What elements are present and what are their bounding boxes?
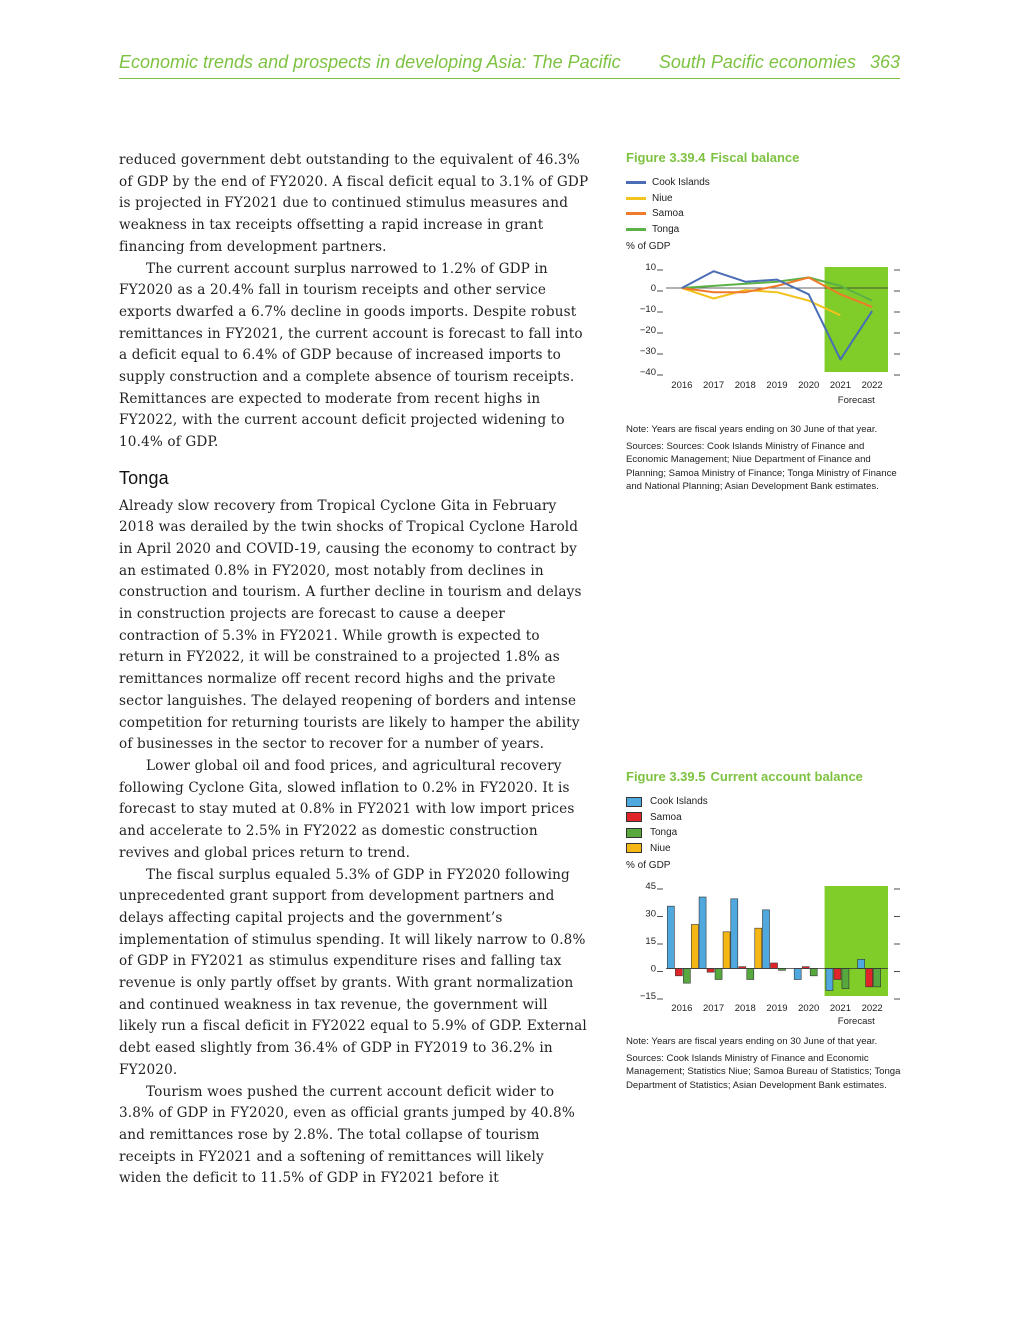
legend-label: Tonga xyxy=(652,223,680,235)
y-tick-label: −30 xyxy=(639,346,656,357)
y-tick-label: 30 xyxy=(645,908,656,920)
bar-niue xyxy=(723,932,730,969)
page-number: 363 xyxy=(869,52,900,72)
bar-samoa xyxy=(707,969,714,973)
legend-label: Niue xyxy=(652,192,673,204)
legend-label: Samoa xyxy=(650,811,682,823)
bar-cook-islands xyxy=(667,906,674,968)
legend-item xyxy=(626,175,901,191)
bar-tonga xyxy=(810,969,817,976)
chart-legend xyxy=(626,794,901,856)
figure-number: Figure 3.39.4 xyxy=(626,150,706,165)
legend-label: Niue xyxy=(650,842,671,854)
y-tick-label: −15 xyxy=(639,991,656,1002)
x-tick-label: 2018 xyxy=(734,1003,756,1014)
paragraph: Lower global oil and food prices, and agricultural recovery following Cyclone Gita, slowed inflation to 0.2% in FY2020. It is forecast to stay muted at 0.8% in FY2021 with low import prices and accelerate to 2.5% in FY2022 as domestic construction revives and global prices return to trend. xyxy=(119,757,575,861)
x-tick-label: 2020 xyxy=(798,380,820,391)
x-tick-label: 2018 xyxy=(734,380,756,391)
bar-samoa xyxy=(866,969,873,987)
current-account-chart xyxy=(626,871,901,1026)
paragraph: The current account surplus narrowed to 1.2% of GDP in FY2020 as a 20.4% fall in tourism receipts and other service exports dwarfed a 6.7% decline in goods imports. Despite robust remittances in FY2021, the current account is forecast to fall into a deficit equal to 6.4% of GDP because of increased imports to supply construction and a complete absence of tourism receipts. Remittances are expected to moderate from recent highs in FY2022, with the current account deficit projected widening to 10.4% of GDP. xyxy=(119,260,583,451)
header-section-title: South Pacific economies xyxy=(658,52,856,72)
x-tick-label: 2019 xyxy=(766,380,788,391)
figure-caption: Current account balance xyxy=(710,769,863,784)
y-tick-label: −40 xyxy=(639,367,656,378)
bar-samoa xyxy=(675,969,682,976)
x-tick-label: 2017 xyxy=(703,380,725,391)
figure-sources: Sources: Sources: Cook Islands Ministry of Finance and Economic Management; Niue Department of Finance and Planning; Samoa Ministry of Finance; Tonga Ministry of Finance and National Planning; Asian Development Bank estimates. xyxy=(626,440,897,492)
legend-swatch xyxy=(626,197,646,200)
bar-samoa xyxy=(771,963,778,969)
legend-swatch xyxy=(626,228,646,231)
legend-swatch xyxy=(626,812,642,822)
header-chapter-title: Economic trends and prospects in developing Asia: The Pacific xyxy=(119,52,621,72)
paragraph: reduced government debt outstanding to the equivalent of 46.3% of GDP by the end of FY2020. A fiscal deficit equal to 3.1% of GDP is projected in FY2021 due to continued stimulus measures and weakness in tax receipts offsetting a rapid increase in grant financing from development partners. xyxy=(119,152,589,255)
legend-label: Cook Islands xyxy=(650,796,708,807)
figure-title xyxy=(626,769,901,784)
bar-cook-islands xyxy=(763,910,770,969)
legend-item xyxy=(626,206,901,222)
x-tick-label: 2017 xyxy=(703,1003,725,1014)
legend-swatch xyxy=(626,181,646,184)
bar-cook-islands xyxy=(731,899,738,969)
legend-item xyxy=(626,222,901,238)
figure-current-account-balance xyxy=(626,769,901,1095)
chart-legend xyxy=(626,175,901,237)
legend-item xyxy=(626,841,901,857)
bar-cook-islands xyxy=(699,897,706,969)
forecast-band xyxy=(825,267,888,372)
figure-note: Note: Years are fiscal years ending on 30 June of that year. xyxy=(626,424,878,435)
paragraph: Already slow recovery from Tropical Cyclone Gita in February 2018 was derailed by the twin shocks of Tropical Cyclone Harold in April 2020 and COVID-19, causing the economy to contract by an estimated 0.8% in FY2020, most notably from declines in construction and tourism. A further decline in tourism and delays in construction projects are forecast to cause a deeper contraction of 5.3% in FY2021. While growth is expected to return in FY2022, it will be constrained to a projected 1.8% as remittances normalize off recent record highs and the private sector languishes. The delayed reopening of borders and intense competition for returning tourists are likely to hamper the ability of businesses in the sector to recover for a number of years. xyxy=(119,497,582,753)
y-axis-unit: % of GDP xyxy=(626,860,671,871)
bar-niue xyxy=(691,925,698,969)
bar-cook-islands xyxy=(858,959,865,968)
legend-item xyxy=(626,794,901,810)
y-tick-label: −10 xyxy=(639,304,656,315)
bar-tonga xyxy=(715,969,722,980)
legend-label: Cook Islands xyxy=(652,177,710,188)
legend-label: Tonga xyxy=(650,827,678,838)
figure-notes xyxy=(626,423,901,494)
x-tick-label: 2022 xyxy=(861,1003,883,1014)
legend-item xyxy=(626,191,901,207)
x-tick-label: 2021 xyxy=(829,380,851,391)
x-tick-label: 2020 xyxy=(798,1003,820,1014)
legend-item xyxy=(626,810,901,826)
bar-tonga xyxy=(874,969,881,987)
bar-tonga xyxy=(747,969,754,980)
paragraph: The fiscal surplus equaled 5.3% of GDP in FY2020 following unprecedented grant support from development partners and delays affecting capital projects and the government’s implementation of stimulus spending. It will likely narrow to 0.8% of GDP in FY2021 as stimulus expenditure rises and falling tax revenue is only partly offset by grants. With grant normalization and continued weakness in tax revenue, the government will likely run a fiscal deficit in FY2022 equal to 5.9% of GDP. External debt eased slightly from 36.4% of GDP in FY2019 to 36.2% in FY2020. xyxy=(119,866,587,1078)
y-tick-label: 15 xyxy=(645,936,656,947)
x-tick-label: 2022 xyxy=(861,380,883,391)
bar-cook-islands xyxy=(794,969,801,980)
legend-swatch xyxy=(626,212,646,215)
legend-label: Samoa xyxy=(652,208,684,219)
legend-item xyxy=(626,825,901,841)
paragraph: Tourism woes pushed the current account deficit wider to 3.8% of GDP in FY2020, even as official grants jumped by 40.8% and remittances rose by 2.8%. The total collapse of tourism receipts in FY2021 and a softening of remittances will likely widen the deficit to 11.5% of GDP in FY2021 before it xyxy=(119,1083,575,1187)
bar-niue xyxy=(755,928,762,968)
legend-swatch xyxy=(626,797,642,807)
running-header xyxy=(119,52,900,79)
x-tick-label: 2016 xyxy=(671,380,693,391)
forecast-label: Forecast xyxy=(837,395,875,406)
figure-title xyxy=(626,150,901,165)
figure-notes xyxy=(626,1035,901,1092)
section-heading-tonga: Tonga xyxy=(119,467,169,488)
x-tick-label: 2019 xyxy=(766,1003,788,1014)
bar-tonga xyxy=(842,969,849,989)
y-tick-label: 10 xyxy=(645,262,656,273)
y-tick-label: 0 xyxy=(650,963,656,975)
figure-caption: Fiscal balance xyxy=(710,150,800,165)
y-tick-label: 0 xyxy=(650,283,656,294)
legend-swatch xyxy=(626,828,642,838)
body-text-column xyxy=(119,150,589,1190)
fiscal-balance-chart xyxy=(626,252,901,412)
x-tick-label: 2021 xyxy=(829,1003,851,1014)
bar-samoa xyxy=(834,969,841,980)
y-axis-unit: % of GDP xyxy=(626,241,671,252)
y-tick-label: −20 xyxy=(639,325,656,336)
figure-number: Figure 3.39.5 xyxy=(626,769,706,784)
figure-note: Note: Years are fiscal years ending on 30 June of that year. xyxy=(626,1036,878,1047)
bar-cook-islands xyxy=(826,969,833,991)
y-tick-label: 45 xyxy=(645,881,656,892)
bar-tonga xyxy=(683,969,690,984)
header-section xyxy=(659,52,900,73)
figure-fiscal-balance xyxy=(626,150,901,497)
legend-swatch xyxy=(626,843,642,853)
figure-sources: Sources: Cook Islands Ministry of Finance and Economic Management; Statistics Niue; Samoa Bureau of Statistics; Tonga Department of Statistics; Asian Development Bank estimates. xyxy=(626,1052,901,1091)
forecast-label: Forecast xyxy=(837,1016,875,1026)
x-tick-label: 2016 xyxy=(671,1003,693,1014)
